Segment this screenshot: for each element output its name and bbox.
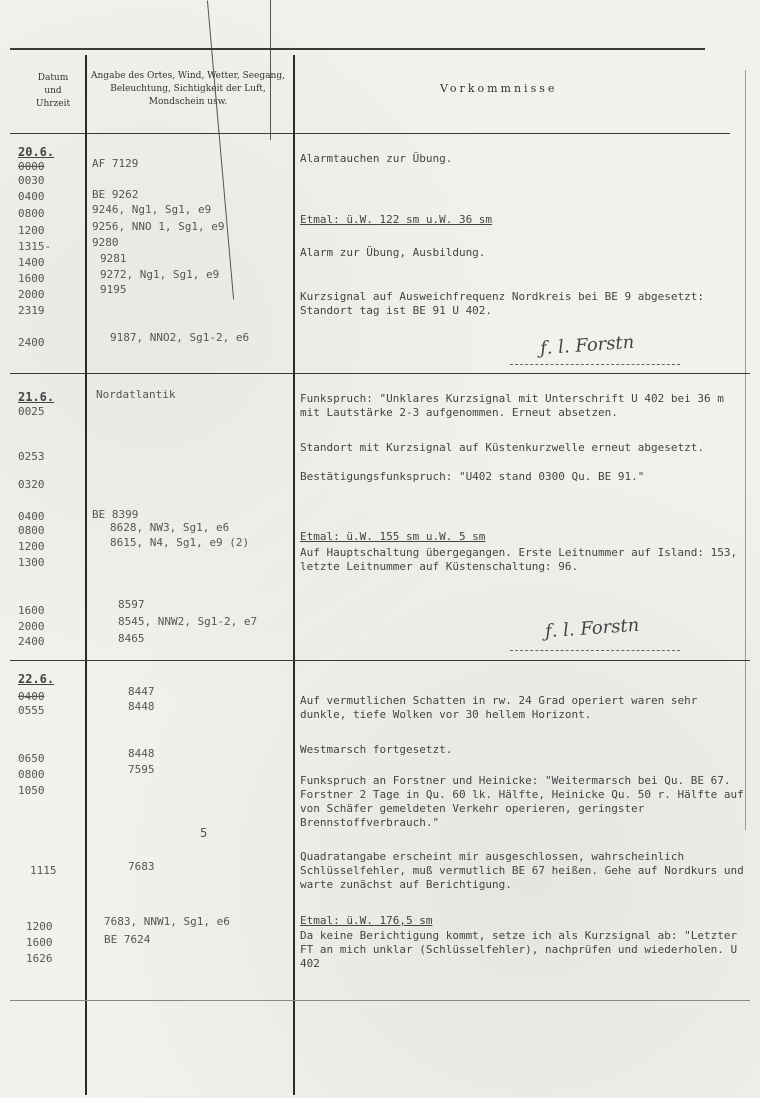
header-location-weather: Angabe des Ortes, Wind, Wetter, Seegang, Beleuchtung, Sichtigkeit der Luft, Mondschein usw. [91,71,285,107]
bottom-rule [10,1000,750,1001]
sea-area: Nordatlantik [96,388,176,401]
header-bottom-rule [10,133,730,134]
remark: Auf Hauptschaltung übergegangen. Erste Leitnummer auf Island: 153, letzte Leitnummer auf Küstenschaltung: 96. [300,546,738,573]
time: 0000 [18,160,45,173]
remark: Kurzsignal auf Ausweichfrequenz Nordkreis bei BE 9 abgesetzt: Standort tag ist BE 91 U 402. [300,290,704,317]
position: 8597 [118,598,145,611]
remark: Etmal: ü.W. 155 sm u.W. 5 sm [300,530,486,543]
day-separator [10,373,750,374]
fold-mark [207,1,234,300]
position: 8465 [118,632,145,645]
position: 9256, NNO 1, Sg1, e9 [92,220,225,233]
day1-date: 20.6. [18,145,55,159]
time: 0030 [18,174,45,187]
time: 0320 [18,478,45,491]
remark: Da keine Berichtigung kommt, setze ich als Kurzsignal ab: "Letzter FT an mich unklar (Schlüsselfehler), nachprüfen und wiederholen. U 402 [300,929,738,970]
day2-date: 21.6. [18,390,55,404]
column-divider-2 [293,55,295,1095]
header-date-time: Datum und Uhrzeit [35,73,71,109]
position: 7683, NNW1, Sg1, e6 [104,915,230,928]
time: 0400 [18,690,45,703]
time: 2400 [18,336,45,349]
remark: Alarmtauchen zur Übung. [300,152,453,165]
remark: Bestätigungsfunkspruch: "U402 stand 0300 Qu. BE 91." [300,470,645,483]
position: 8615, N4, Sg1, e9 (2) [110,536,250,549]
position: BE 9262 [92,188,139,201]
time: 1050 [18,784,45,797]
remark: Standort mit Kurzsignal auf Küstenkurzwelle erneut abgesetzt. [300,441,704,454]
position: 8447 [128,685,155,698]
remark: Westmarsch fortgesetzt. [300,743,453,756]
signature-underline [510,650,680,651]
position: AF 7129 [92,157,139,170]
remark: Auf vermutlichen Schatten in rw. 24 Grad operiert waren sehr dunkle, tiefe Wolken vor 30 hellem Horizont. [300,694,698,721]
time: 1200 [18,540,45,553]
position: 7595 [128,763,155,776]
time: 0800 [18,768,45,781]
day3-date: 22.6. [18,672,55,686]
time: 0025 [18,405,45,418]
time: 1600 [18,272,45,285]
position: 9281 [100,252,127,265]
column-divider-1 [85,55,87,1095]
time: 0400 [18,510,45,523]
top-rule [10,48,705,50]
remark: Funkspruch: "Unklares Kurzsignal mit Unterschrift U 402 bei 36 m mit Lautstärke 2-3 aufgenommen. Erneut absetzen. [300,392,724,419]
time: 1626 [26,952,53,965]
signature: ƒ. l. Forstn [539,331,635,360]
time: 1600 [18,604,45,617]
position: BE 8399 [92,508,139,521]
position: BE 7624 [104,933,151,946]
time: 2000 [18,620,45,633]
time: 2319 [18,304,45,317]
time: 1200 [26,920,53,933]
position: 8545, NNW2, Sg1-2, e7 [118,615,258,628]
position: 8628, NW3, Sg1, e6 [110,521,230,534]
time: 1315- [18,240,52,253]
time: 1200 [18,224,45,237]
position: 9195 [100,283,127,296]
time: 0800 [18,207,45,220]
time: 1300 [18,556,45,569]
position: 8448 [128,747,155,760]
day-separator [10,660,750,661]
remark: Funkspruch an Forstner und Heinicke: "Weitermarsch bei Qu. BE 67. Forstner 2 Tage in Qu. 60 lk. Hälfte, Heinicke Qu. 50 r. Hälfte auf von Schäfer gemeldeten Verkehr operieren, geringster Brennstoffverbrauch." [300,774,744,829]
remark: Quadratangabe erscheint mir ausgeschlossen, wahrscheinlich Schlüsselfehler, muß vermutlich BE 67 heißen. Gehe auf Nordkurs und warte zunächst auf Berichtigung. [300,850,744,891]
time: 2400 [18,635,45,648]
position: 7683 [128,860,155,873]
time: 2000 [18,288,45,301]
position: 9280 [92,236,119,249]
position: 9272, Ng1, Sg1, e9 [100,268,220,281]
signature: ƒ. l. Forstn [544,614,640,643]
header-remarks: Vorkommnisse [440,82,558,95]
remark: Etmal: ü.W. 122 sm u.W. 36 sm [300,213,493,226]
time: 0800 [18,524,45,537]
time: 1400 [18,256,45,269]
time: 1600 [26,936,53,949]
time: 0400 [18,190,45,203]
position: 9187, NNO2, Sg1-2, e6 [110,331,250,344]
time: 0253 [18,450,45,463]
remark: Alarm zur Übung, Ausbildung. [300,246,486,259]
signature-underline [510,364,680,365]
position: 8448 [128,700,155,713]
time: 0650 [18,752,45,765]
remark: Etmal: ü.W. 176,5 sm [300,914,433,927]
margin-number: 5 [200,826,208,840]
position: 9246, Ng1, Sg1, e9 [92,203,212,216]
time: 1115 [30,864,57,877]
time: 0555 [18,704,45,717]
